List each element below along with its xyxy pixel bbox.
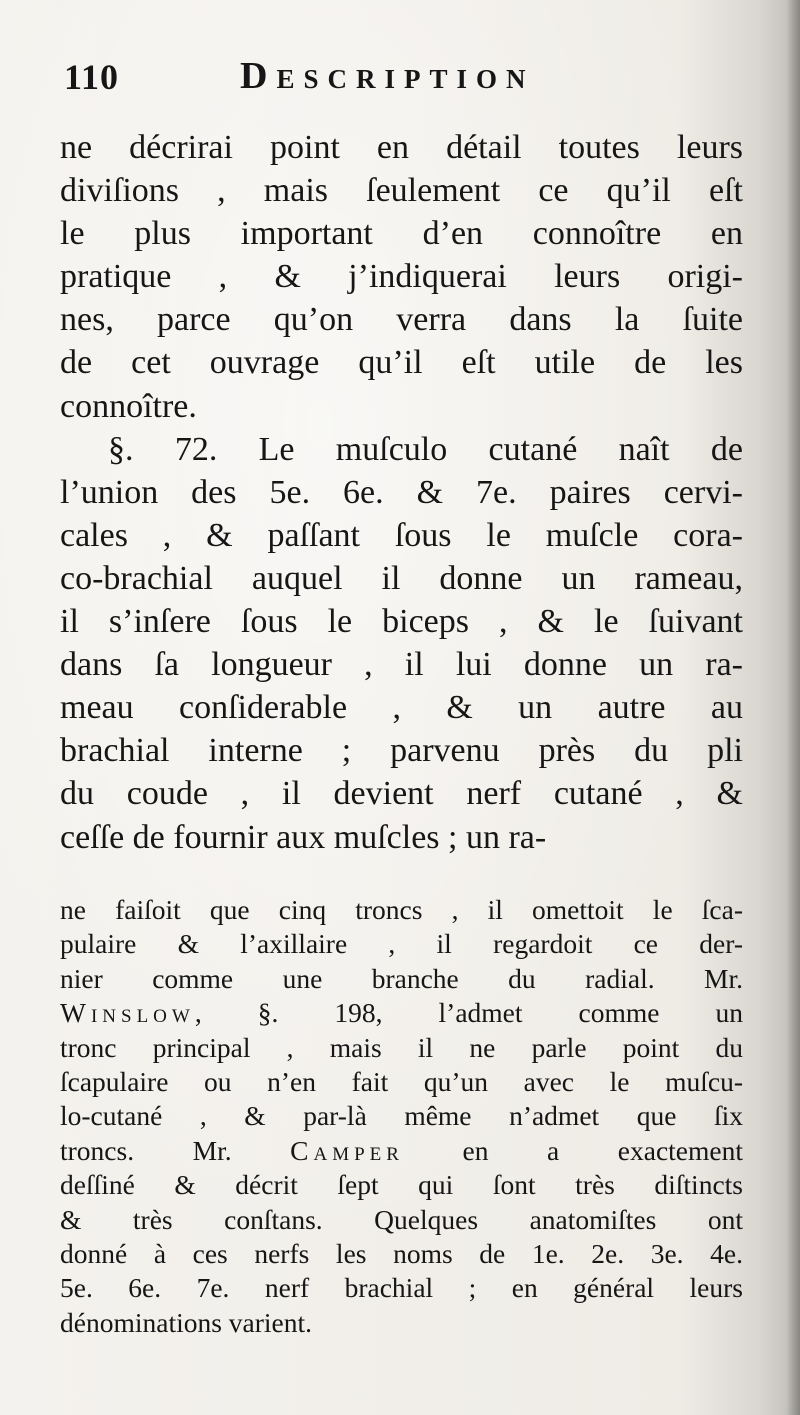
footnote-line: pulaire & l’axillaire , il regardoit ce der- — [60, 928, 743, 960]
footnote-line: troncs. Mr. Camper en a exactement — [60, 1134, 743, 1166]
text-line: co-brachial auquel il donne un rameau, — [60, 559, 743, 597]
text-line: du coude , il devient nerf cutané , & — [60, 775, 743, 813]
main-text — [60, 126, 743, 859]
footnote-line: & très conſtans. Quelques anatomiſtes ont — [60, 1203, 743, 1235]
footnote-line: ſcapulaire ou n’en fait qu’un avec le muſcu- — [60, 1065, 743, 1097]
text-line: diviſions , mais ſeulement ce qu’il eſt — [60, 172, 743, 210]
author-name: Camper — [290, 1134, 404, 1166]
running-title: Description — [240, 55, 535, 97]
footnote-line: ne faiſoit que cinq troncs , il omettoit le ſca- — [60, 894, 743, 925]
text-line: nes, parce qu’on verra dans la ſuite — [60, 301, 743, 339]
footnote — [60, 893, 743, 1340]
text-line: le plus important d’en connoître en — [60, 215, 743, 253]
running-head — [60, 50, 750, 110]
text-line: ceſſe de fournir aux muſcles ; un ra- — [60, 818, 547, 856]
footnote-line: nier comme une branche du radial. Mr. — [60, 962, 743, 994]
text-line: l’union des 5e. 6e. & 7e. paires cervi- — [60, 473, 743, 511]
text-line: pratique , & j’indiquerai leurs origi- — [60, 258, 743, 296]
text-line: meau conſiderable , & un autre au — [60, 689, 743, 727]
footnote-line: lo-cutané , & par-là même n’admet que ſix — [60, 1100, 743, 1132]
page-number: 110 — [64, 57, 120, 97]
footnote-line: donné à ces nerfs les noms de 1e. 2e. 3e. 4e. — [60, 1237, 743, 1269]
page-edge-shadow — [786, 0, 800, 1415]
text-line: brachial interne ; parvenu près du pli — [60, 732, 743, 770]
text-line: il s’inſere ſous le biceps , & le ſuivant — [60, 603, 743, 641]
author-name: Winslow — [60, 997, 195, 1029]
text-line: §. 72. Le muſculo cutané naît de — [108, 430, 743, 468]
text-line: ne décrirai point en détail toutes leurs — [60, 129, 743, 166]
footnote-line: Winslow, §. 198, l’admet comme un — [60, 997, 743, 1029]
footnote-line: 5e. 6e. 7e. nerf brachial ; en général leurs — [60, 1272, 743, 1304]
text-line: de cet ouvrage qu’il eſt utile de les — [60, 344, 743, 382]
footnote-line: tronc principal , mais il ne parle point du — [60, 1031, 743, 1063]
text-line: cales , & paſſant ſous le muſcle cora- — [60, 516, 743, 554]
footnote-line: deſſiné & décrit ſept qui ſont très diſtincts — [60, 1169, 743, 1201]
footnote-line: dénominations varient. — [60, 1306, 313, 1338]
text-line: dans ſa longueur , il lui donne un ra- — [60, 646, 743, 684]
text-line: connoître. — [60, 387, 197, 425]
